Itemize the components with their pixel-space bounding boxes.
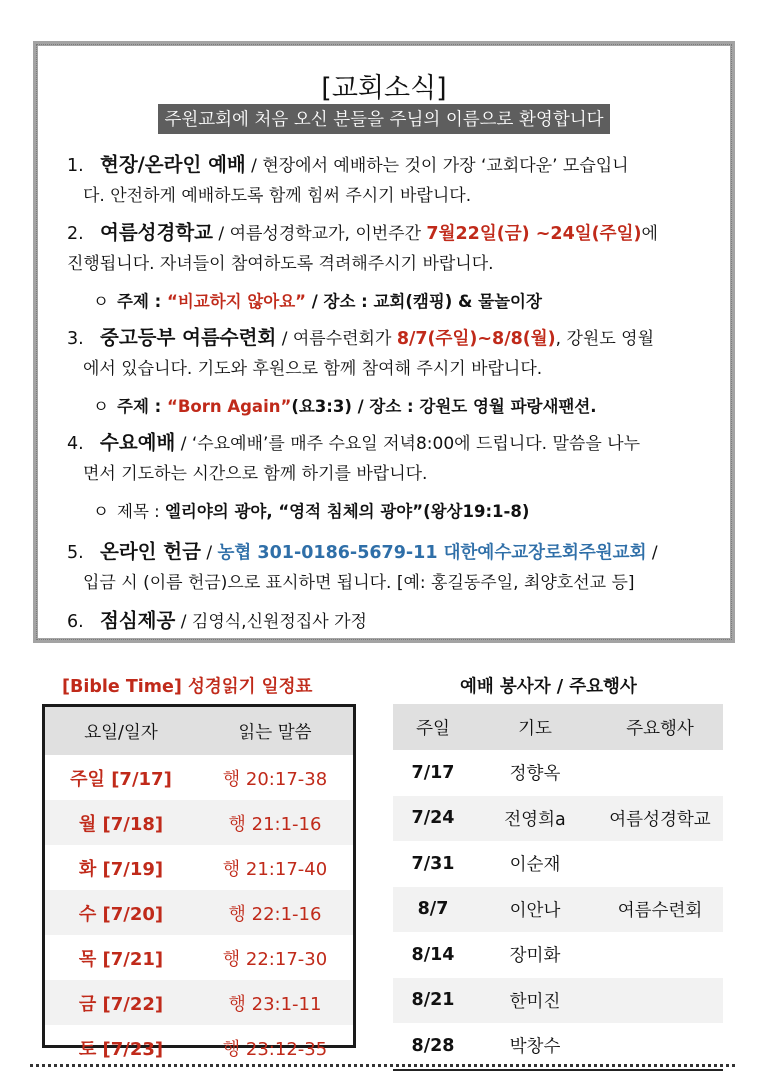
table-row (45, 755, 353, 800)
table-row (45, 845, 353, 890)
item-number: 6. (67, 612, 84, 632)
bullet-circle: ㅇ (93, 397, 109, 416)
bottom-divider (30, 1064, 735, 1067)
servants-title: 예배 봉사자 / 주요행사 (460, 677, 637, 697)
day-cell: 토 [7/23] (78, 1038, 164, 1060)
theme-label: 주제 : (117, 397, 167, 416)
table-row (393, 932, 723, 978)
news-title: [교회소식] (321, 73, 447, 104)
column-header-prayer: 기도 (473, 704, 597, 750)
table-header-row (393, 704, 723, 750)
event-cell (597, 750, 723, 796)
prayer-cell: 장미화 (509, 946, 561, 967)
item-text: / 여름수련회가 (276, 329, 397, 349)
table-row (393, 841, 723, 887)
date-cell: 7/17 (411, 762, 455, 783)
news-item-6 (67, 606, 719, 637)
reading-cell: 행 23:1-11 (197, 980, 353, 1025)
day-cell: 수 [7/20] (45, 890, 197, 935)
item-heading: 중고등부 여름수련회 (100, 326, 277, 349)
item-number: 4. (67, 434, 84, 454)
church-news-box (33, 41, 735, 643)
day-cell: 금 [7/22] (45, 980, 197, 1025)
item-text-line2: 다. 안전하게 예배하도록 함께 힘써 주시기 바랍니다. (83, 186, 472, 206)
theme-label: 주제 : (117, 292, 167, 311)
item-heading: 점심제공 (100, 609, 176, 632)
event-cell: 여름수련회 (597, 887, 723, 933)
day-cell: 주일 [7/17] (70, 768, 172, 790)
item-text-post: , 강원도 영월 (555, 329, 654, 349)
column-header-reading: 읽는 말씀 (197, 707, 353, 755)
news-item-3 (67, 323, 719, 384)
item-text-post: / (646, 543, 658, 563)
item-text-post: 에 (641, 224, 658, 244)
table-row (393, 1023, 723, 1070)
theme-title: “비교하지 않아요” (166, 292, 306, 311)
column-header-day: 요일/일자 (45, 707, 197, 755)
news-item-5 (67, 537, 719, 598)
date-cell: 8/14 (411, 944, 455, 965)
table-row (393, 796, 723, 842)
column-header-event: 주요행사 (597, 704, 723, 750)
item-heading: 현장/온라인 예배 (100, 153, 246, 176)
date-cell: 8/21 (393, 978, 473, 1024)
item-text: / (200, 543, 218, 563)
event-cell (597, 841, 723, 887)
servants-table (393, 704, 723, 1071)
date-cell: 7/24 (393, 796, 473, 842)
event-cell (597, 1023, 723, 1070)
table-row (45, 935, 353, 980)
reading-cell: 행 21:1-16 (197, 800, 353, 845)
table-header-row (45, 707, 353, 755)
day-cell: 목 [7/21] (78, 948, 164, 970)
reading-cell: 행 23:12-35 (222, 1038, 328, 1060)
table-row (45, 890, 353, 935)
news-item-3-theme (93, 393, 597, 421)
welcome-banner: 주원교회에 처음 오신 분들을 주님의 이름으로 환영합니다 (158, 104, 609, 134)
item-text-line2: 입금 시 (이름 헌금)으로 표시하면 됩니다. [예: 홍길동주일, 최양호선교 등] (83, 573, 635, 593)
date-cell: 8/7 (393, 887, 473, 933)
sermon-title: 엘리야의 광야, “영적 침체의 광야”(왕상19:1-8) (164, 502, 530, 521)
table-row (45, 980, 353, 1025)
news-item-2-theme (93, 288, 542, 316)
bible-time-title: [Bible Time] 성경읽기 일정표 (62, 677, 313, 697)
date-cell: 7/31 (411, 853, 455, 874)
prayer-cell: 이안나 (473, 887, 597, 933)
bullet-circle: ㅇ (93, 502, 109, 521)
prayer-cell: 전영희a (473, 796, 597, 842)
item-text-line2: 면서 기도하는 시간으로 함께 하기를 바랍니다. (83, 464, 428, 484)
table-row (393, 750, 723, 796)
reading-cell: 행 21:17-40 (222, 858, 328, 880)
news-item-2 (67, 218, 719, 279)
item-text-line2: 진행됩니다. 자녀들이 참여하도록 격려해주시기 바랍니다. (67, 254, 494, 274)
date-cell: 8/28 (393, 1023, 473, 1070)
item-heading: 수요예배 (100, 431, 176, 454)
bank-account: 농협 301-0186-5679-11 대한예수교장로회주원교회 (217, 543, 647, 563)
item-number: 5. (67, 543, 84, 563)
table-row (393, 978, 723, 1024)
item-text: / 여름성경학교가, 이번주간 (213, 224, 427, 244)
day-cell: 월 [7/18] (45, 800, 197, 845)
theme-title: “Born Again” (166, 397, 292, 416)
item-date-highlight: 8/7(주일)~8/8(월) (396, 329, 556, 349)
news-item-4 (67, 428, 719, 489)
day-cell: 화 [7/19] (78, 858, 164, 880)
item-text-line2: 에서 있습니다. 기도와 후원으로 함께 참여해 주시기 바랍니다. (83, 359, 543, 379)
theme-location: / 장소 : 교회(캠핑) & 물놀이장 (305, 292, 542, 311)
column-header-sunday: 주일 (393, 704, 473, 750)
welcome-banner-wrap (38, 104, 730, 134)
item-text: / 김영식,신원정집사 가정 (175, 612, 367, 632)
table-row (45, 800, 353, 845)
event-cell: 여름성경학교 (597, 796, 723, 842)
item-number: 1. (67, 156, 84, 176)
title-label: 제목 : (117, 502, 165, 521)
news-item-4-title (93, 498, 529, 526)
reading-cell: 행 20:17-38 (222, 768, 328, 790)
table-row (393, 887, 723, 933)
reading-cell: 행 22:17-30 (222, 948, 328, 970)
prayer-cell: 정향옥 (509, 764, 561, 785)
bible-time-table (42, 704, 356, 1060)
item-text: / 현장에서 예배하는 것이 가장 ‘교회다운’ 모습입니 (245, 156, 629, 176)
item-heading: 온라인 헌금 (100, 540, 201, 563)
news-item-1 (67, 150, 719, 211)
reading-cell: 행 22:1-16 (197, 890, 353, 935)
theme-location: (요3:3) / 장소 : 강원도 영월 파랑새팬션. (291, 397, 597, 416)
item-number: 3. (67, 329, 84, 349)
prayer-cell: 한미진 (473, 978, 597, 1024)
bullet-circle: ㅇ (93, 292, 109, 311)
event-cell (597, 978, 723, 1024)
prayer-cell: 이순재 (509, 855, 561, 876)
item-number: 2. (67, 224, 84, 244)
item-text: / ‘수요예배’를 매주 수요일 저녁8:00에 드립니다. 말씀을 나누 (175, 434, 640, 454)
event-cell (597, 932, 723, 978)
prayer-cell: 박창수 (473, 1023, 597, 1070)
item-heading: 여름성경학교 (100, 221, 214, 244)
item-date-highlight: 7월22일(금) ~24일(주일) (426, 224, 642, 244)
